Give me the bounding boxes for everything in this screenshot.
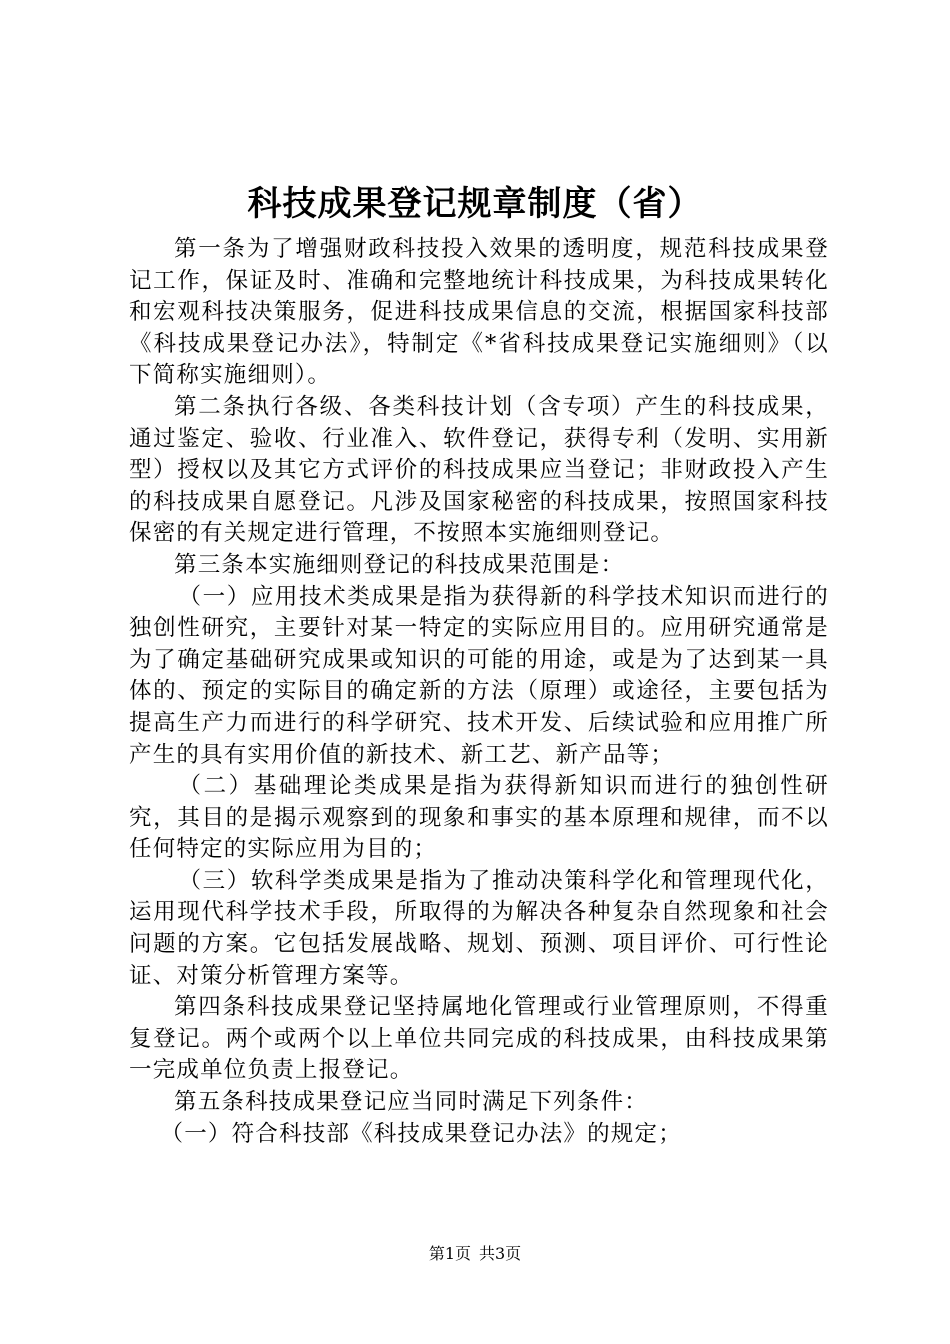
- document-title: 科技成果登记规章制度（省）: [247, 184, 703, 224]
- paragraph-item-applied-tech: （一）应用技术类成果是指为获得新的科学技术知识而进行的独创性研究，主要针对某一特定的实际应用目的。应用研究通常是为了确定基础研究成果或知识的可能的用途，或是为了达到某一具体的、预定的实际目的确定新的方法（原理）或途径，主要包括为提高生产力而进行的科学研究、技术开发、后续试验和应用推广所产生的具有实用价值的新技术、新工艺、新产品等；: [129, 583, 829, 768]
- paragraph-item-condition-1: （一）符合科技部《科技成果登记办法》的规定；: [160, 1120, 682, 1147]
- paragraph-item-basic-theory: （二）基础理论类成果是指为获得新知识而进行的独创性研究，其目的是揭示观察到的现象和事实的基本原理和规律，而不以任何特定的实际应用为目的；: [129, 773, 829, 863]
- page-total: 共3页: [479, 1244, 522, 1263]
- paragraph-article-4: 第四条科技成果登记坚持属地化管理或行业管理原则，不得重复登记。两个或两个以上单位共同完成的科技成果，由科技成果第一完成单位负责上报登记。: [129, 994, 829, 1084]
- paragraph-article-1: 第一条为了增强财政科技投入效果的透明度，规范科技成果登记工作，保证及时、准确和完整地统计科技成果，为科技成果转化和宏观科技决策服务，促进科技成果信息的交流，根据国家科技部《科技成果登记办法》，特制定《*省科技成果登记实施细则》（以下简称实施细则）。: [129, 236, 829, 389]
- paragraph-article-5: 第五条科技成果登记应当同时满足下列条件：: [174, 1089, 649, 1116]
- document-body: [129, 234, 829, 1150]
- paragraph-article-3: 第三条本实施细则登记的科技成果范围是：: [174, 551, 625, 578]
- page-footer: [0, 1243, 950, 1265]
- paragraph-item-soft-science: （三）软科学类成果是指为了推动决策科学化和管理现代化，运用现代科学技术手段，所取得的为解决各种复杂自然现象和社会问题的方案。它包括发展战略、规划、预测、项目评价、可行性论证、对策分析管理方案等。: [129, 867, 829, 989]
- page-number: 第1页: [428, 1244, 471, 1263]
- paragraph-article-2: 第二条执行各级、各类科技计划（含专项）产生的科技成果，通过鉴定、验收、行业准入、软件登记，获得专利（发明、实用新型）授权以及其它方式评价的科技成果应当登记；非财政投入产生的科技成果自愿登记。凡涉及国家秘密的科技成果，按照国家科技保密的有关规定进行管理，不按照本实施细则登记。: [129, 393, 829, 547]
